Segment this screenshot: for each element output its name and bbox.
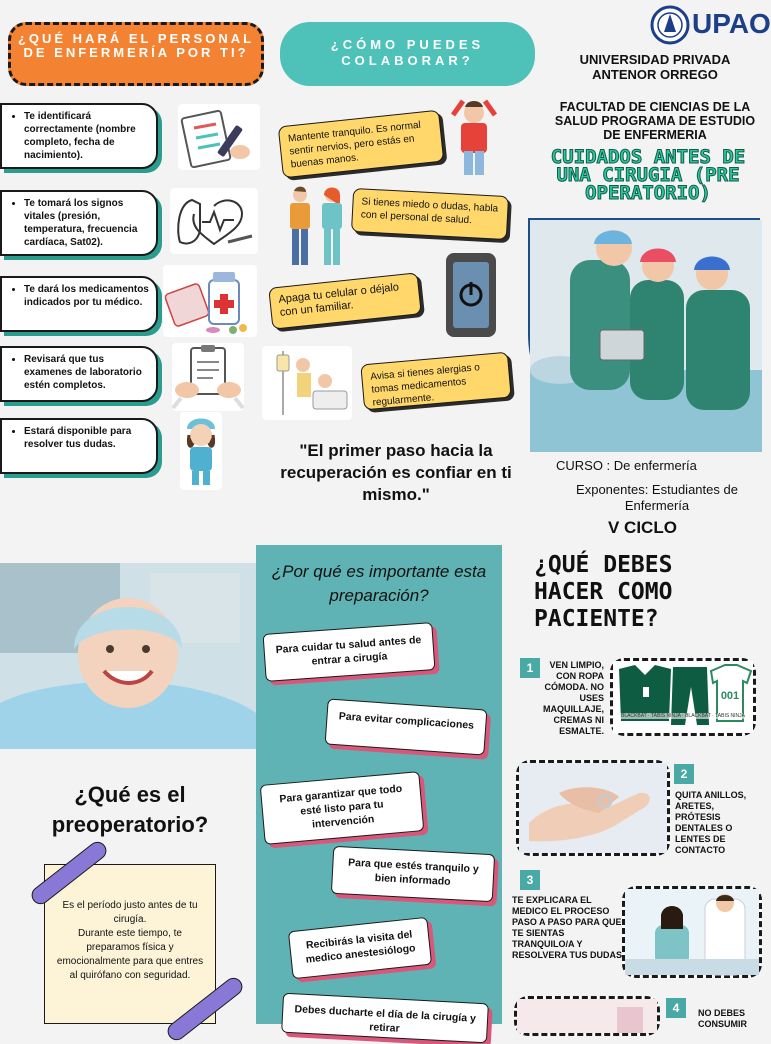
nurse-avatar-icon: [180, 412, 222, 490]
preop-body-1: Es el período justo antes de tu cirugía.: [62, 900, 198, 925]
nurse-action-item: • Estará disponible para resolver tus dudas.: [0, 418, 158, 474]
jersey-number: 001: [720, 690, 740, 702]
why-item: Para cuidar tu salud antes de entrar a cirugía: [263, 622, 436, 682]
step-text: VEN LIMPIO, CON ROPA CÓMODA. NO USES MAQUILLAJE, CREMAS NI ESMALTE.: [542, 660, 604, 736]
course-label: CURSO : De enfermería: [556, 458, 697, 473]
why-item: Para evitar complicaciones: [325, 698, 488, 755]
surgical-team-photo: [528, 218, 760, 450]
step-text: QUITA ANILLOS, ARETES, PRÓTESIS DENTALES O LENTES DE CONTACTO: [675, 790, 747, 855]
nurse-action-item: • Te tomará los signos vitales (presión, temperatura, frecuencia cardíaca, Sat02).: [0, 190, 158, 256]
smiling-patient-photo: [0, 563, 256, 749]
patient-section-title: ¿QUÉ DEBES HACER COMO PACIENTE?: [534, 552, 673, 632]
main-title: CUIDADOS ANTES DE UNA CIRUGIA (PRE OPERATORIO): [550, 146, 746, 204]
step-number: 2: [674, 764, 694, 784]
step-text: TE EXPLICARA EL MEDICO EL PROCESO PASO A PASO PARA QUE TE SIENTAS TRANQUILO/A Y RESOLVERA TUS DUDAS: [512, 895, 623, 960]
presenters-label: Exponentes: Estudiantes de Enfermería: [576, 482, 738, 513]
clipboard-checklist-icon: [178, 104, 260, 170]
lab-clipboard-icon: [172, 343, 244, 411]
cycle-label: V CICLO: [608, 518, 677, 537]
removing-ring-image: [516, 760, 670, 856]
doctor-explaining-image: [622, 886, 762, 978]
why-item: Para garantizar que todo esté listo para tu intervención: [260, 771, 425, 845]
collaborate-tip: Avisa si tienes alergias o tomas medicamentos regularmente.: [360, 352, 511, 411]
why-title: ¿Por qué es importante esta preparación?: [271, 562, 487, 605]
people-talking-icon: [284, 182, 350, 270]
step-number: 4: [666, 998, 686, 1018]
step-number: 3: [520, 870, 540, 890]
preop-body-2: Durante este tiempo, te preparamos física y emocionalmente para que entres al quirófano con seguridad.: [56, 928, 204, 981]
phone-power-icon: [446, 253, 496, 337]
upao-logo-text: UPAO: [692, 8, 771, 39]
medicine-pills-icon: [163, 265, 257, 337]
step-number: 1: [520, 658, 540, 678]
patient-iv-icon: [262, 346, 352, 420]
why-item: Debes ducharte el día de la cirugía y retirar: [281, 993, 489, 1044]
collaborate-section-title: ¿CÓMO PUEDES COLABORAR?: [280, 22, 535, 86]
nurse-action-item: • Te dará los medicamentos indicados por tu médico.: [0, 276, 158, 332]
step-text: NO DEBES CONSUMIR: [698, 1008, 747, 1029]
collaborate-tip: Mantente tranquilo. Es normal sentir nervios, pero estás en buenas manos.: [278, 110, 445, 179]
nurse-action-item: • Te identificará correctamente (nombre completo, fecha de nacimiento).: [0, 103, 158, 169]
collaborate-tip: Si tienes miedo o dudas, habla con el personal de salud.: [351, 188, 509, 240]
motivational-quote: "El primer paso hacia la recuperación es confiar en ti mismo.": [280, 441, 512, 504]
why-item: Recibirás la visita del medico anestesiólogo: [288, 917, 432, 979]
why-item: Para que estés tranquilo y bien informado: [331, 846, 495, 902]
nurse-action-item: • Revisará que tus examenes de laboratorio estén completos.: [0, 346, 158, 402]
relaxed-man-icon: [444, 94, 504, 178]
preop-title: ¿Qué es el preoperatorio?: [51, 782, 209, 837]
university-name: UNIVERSIDAD PRIVADA ANTENOR ORREGO: [579, 52, 731, 82]
clothes-image: [610, 658, 756, 736]
clothes-caption: BLACKBAT · TABIS NINJA · BLACKBAT · TABIS NINJA: [617, 713, 749, 719]
step4-image: [514, 996, 660, 1036]
lungs-heart-icon: [170, 188, 258, 254]
preop-note-card: [44, 864, 216, 1024]
collaborate-tip: Apaga tu celular o déjalo con un familiar.: [268, 272, 422, 329]
nurse-section-title: ¿QUÉ HARÁ EL PERSONAL DE ENFERMERÍA POR TI?: [8, 22, 264, 86]
upao-logo: [650, 2, 771, 48]
faculty-name: FACULTAD DE CIENCIAS DE LA SALUD PROGRAMA DE ESTUDIO DE ENFERMERIA: [554, 100, 756, 142]
